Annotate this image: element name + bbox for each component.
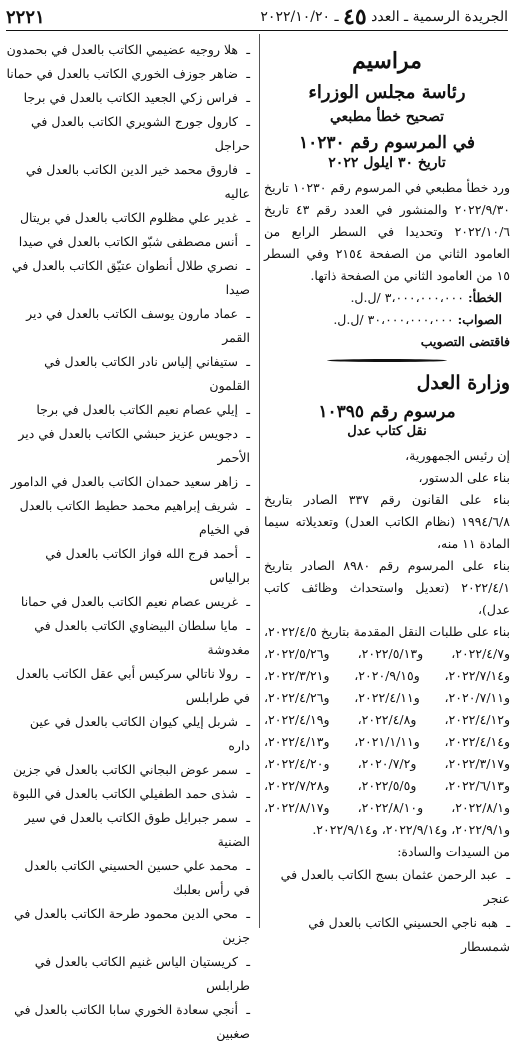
list-item: ـشريف إبراهيم محمد حطيط الكاتب بالعدل في الخيام	[19, 498, 250, 537]
correct-line	[264, 309, 510, 331]
list-item: ـرولا ناتالي سركيس أبي عقل الكاتب بالعدل في طرابلس	[15, 666, 250, 705]
left-column	[6, 38, 250, 1046]
list-item-text: مايا سلطان البيضاوي الكاتب بالعدل في مغدوشة	[34, 618, 250, 657]
issue-date: ـ ٢٠٢٢/١٠/٢٠	[260, 9, 339, 25]
list-item-text: شريف إبراهيم محمد حطيط الكاتب بالعدل في الخيام	[19, 498, 250, 537]
list-item: ـغريس عصام نعيم الكاتب بالعدل في حمانا	[20, 594, 250, 609]
list-item-text: هلا روجيه عضيمي الكاتب بالعدل في بحمدون	[6, 42, 238, 57]
error-value: ٣،٠٠٠،٠٠٠،٠٠٠ /ل.ل.	[350, 290, 464, 305]
list-item: ـسمر عوض البجاني الكاتب بالعدل في جزين	[13, 762, 250, 777]
decree-number: مرسوم رقم ١٠٣٩٥	[318, 402, 456, 422]
correct-label: الصواب:	[457, 312, 502, 327]
preamble-president: إن رئيس الجمهورية،	[405, 448, 510, 463]
list-item-text: أنجي سعادة الخوري سابا الكاتب بالعدل في صغبين	[14, 1002, 250, 1041]
list-item: ـمحي الدين محمود طرحة الكاتب بالعدل في جزين	[13, 906, 250, 945]
section-title: مراسيم	[352, 48, 422, 74]
list-item: ـنصري طلال أنطوان عتيّق الكاتب بالعدل في صيدا	[12, 258, 250, 297]
authority-title: رئاسة مجلس الوزراء	[308, 82, 466, 103]
list-item-text: شذى حمد الطفيلي الكاتب بالعدل في اللبوة	[12, 786, 238, 801]
list-item-text: رولا ناتالي سركيس أبي عقل الكاتب بالعدل في طرابلس	[15, 666, 250, 705]
preamble-constitution: بناء على الدستور،	[418, 470, 510, 485]
list-item-text: محمد علي حسين الحسيني الكاتب بالعدل في رأس بعلبك	[24, 858, 250, 897]
correction-heading: تصحيح خطأ مطبعي	[329, 109, 445, 125]
list-item-text: سمر عوض البجاني الكاتب بالعدل في جزين	[13, 762, 238, 777]
list-item: ـشربل إيلي كيوان الكاتب بالعدل في عين داره	[29, 714, 250, 753]
list-item-text: كريستيان الياس غنيم الكاتب بالعدل في طرابلس	[34, 954, 250, 993]
list-item: ـستيفاني إلياس نادر الكاتب بالعدل في القلمون	[44, 354, 250, 393]
list-item: ـهلا روجيه عضيمي الكاتب بالعدل في بحمدون	[6, 42, 250, 57]
page-number: ٢٢٢١	[6, 6, 45, 28]
list-item-text: أحمد فرج الله فواز الكاتب بالعدل في برالياس	[45, 546, 250, 585]
list-item: ـكريستيان الياس غنيم الكاتب بالعدل في طرابلس	[34, 954, 250, 993]
list-item: ـسمر جبرايل طوق الكاتب بالعدل في سير الضنية	[24, 810, 250, 849]
list-item: ـفاروق محمد خير الدين الكاتب بالعدل في عاليه	[25, 162, 250, 201]
issue-number: ٤٥	[343, 4, 367, 30]
right-names-list	[264, 863, 510, 959]
list-item-text: محي الدين محمود طرحة الكاتب بالعدل في جزين	[13, 906, 250, 945]
ministry-title: وزارة العدل	[416, 372, 510, 394]
list-item: ـغدير علي مظلوم الكاتب بالعدل في بريتال	[19, 210, 250, 225]
list-item-text: دجويس عزيز حبشي الكاتب بالعدل في دير الأحمر	[18, 426, 250, 465]
list-item: ـهبه ناجي الحسيني الكاتب بالعدل في شمسطار	[308, 915, 510, 954]
list-item-text: إيلي عصام نعيم الكاتب بالعدل في برجا	[36, 402, 238, 417]
list-item-text: غدير علي مظلوم الكاتب بالعدل في بريتال	[19, 210, 238, 225]
correction-body: ورد خطأ مطبعي في المرسوم رقم ١٠٢٣٠ تاريخ ٢٠٢٢/٩/٣٠ والمنشور في العدد رقم ٤٣ تاريخ ٢٠٢٢/١٠/٦ وتحديدا في السطر الرابع من العامود الثاني من الصفحة ٢١٥٤ وفي السطر ١٥ من العامود الثاني من الصفحة ذاتها.	[264, 180, 510, 283]
list-item-text: سمر جبرايل طوق الكاتب بالعدل في سير الضنية	[24, 810, 250, 849]
list-item-text: زاهر سعيد حمدان الكاتب بالعدل في الدامور	[10, 474, 238, 489]
list-item: ـأنجي سعادة الخوري سابا الكاتب بالعدل في صغبين	[14, 1002, 250, 1041]
preamble-law: بناء على القانون رقم ٣٣٧ الصادر بتاريخ ١٩٩٤/٦/٨ (نظام الكاتب العدل) وتعديلاته سيما المادة ١١ منه،	[264, 492, 510, 551]
list-item-text: شربل إيلي كيوان الكاتب بالعدل في عين داره	[29, 714, 250, 753]
preamble-requests: بناء على طلبات النقل المقدمة بتاريخ ٢٠٢٢/٤/٥، و٢٠٢٢/٤/٧، و٢٠٢٢/٥/١٣، و٢٠٢٢/٥/٢٦، و٢٠٢٢/٧/١٤، و٢٠٢٠/٩/١٥، و٢٠٢٢/٣/٢١، و٢٠٢٠/٧/١١، و٢٠٢٢/٤/١١، و٢٠٢٢/٤/٢٦، و٢٠٢٢/٤/١٢، و٢٠٢٢/٤/٨، و٢٠٢٢/٤/١٩، و٢٠٢٢/٤/١٤، و٢٠٢١/١/١١، و٢٠٢٢/٤/١٣، و٢٠٢٢/٣/١٧، و٢٠٢٠/٧/٢، و٢٠٢٢/٤/٢٠، و٢٠٢٢/٦/١٣، و٢٠٢٢/٥/٥، و٢٠٢٢/٧/٢٨، و٢٠٢٢/٨/١، و٢٠٢٢/٨/١٠، و٢٠٢٢/٨/١٧، و٢٠٢٢/٩/١، و٢٠٢٢/٩/١٤، و٢٠٢٢/٩/١٤.	[264, 624, 511, 837]
list-item-text: نصري طلال أنطوان عتيّق الكاتب بالعدل في صيدا	[12, 258, 250, 297]
list-item: ـدجويس عزيز حبشي الكاتب بالعدل في دير الأحمر	[18, 426, 250, 465]
column-divider	[259, 34, 260, 928]
error-line	[264, 287, 510, 309]
list-item-text: أنس مصطفى شبّو الكاتب بالعدل في صيدا	[18, 234, 238, 249]
page-header	[6, 4, 508, 31]
error-label: الخطأ:	[467, 290, 502, 305]
running-title	[260, 4, 508, 30]
list-item: ـكارول جورج الشويري الكاتب بالعدل في حراجل	[30, 114, 250, 153]
journal-name: الجريدة الرسمية ـ العدد	[371, 9, 508, 25]
list-item: ـمحمد علي حسين الحسيني الكاتب بالعدل في رأس بعلبك	[24, 858, 250, 897]
correction-closing: فاقتضى التصويب	[420, 334, 510, 349]
list-item: ـأحمد فرج الله فواز الكاتب بالعدل في برالياس	[45, 546, 250, 585]
list-item: ـزاهر سعيد حمدان الكاتب بالعدل في الدامور	[10, 474, 250, 489]
preamble-decree: بناء على المرسوم رقم ٨٩٨٠ الصادر بتاريخ ٢٠٢٢/٤/١ (تعديل واستحداث وظائف كاتب عدل)،	[264, 558, 510, 617]
list-item: ـعبد الرحمن عثمان بسج الكاتب بالعدل في عنجر	[280, 867, 510, 906]
list-item-text: هبه ناجي الحسيني الكاتب بالعدل في شمسطار	[308, 915, 510, 954]
list-item: ـمايا سلطان البيضاوي الكاتب بالعدل في مغدوشة	[34, 618, 250, 657]
correct-value: ٣٠،٠٠٠،٠٠٠،٠٠٠ /ل.ل.	[333, 312, 454, 327]
decree-subject: نقل كتاب عدل	[347, 424, 427, 439]
list-item-text: فراس زكي الجعيد الكاتب بالعدل في برجا	[23, 90, 238, 105]
right-column	[264, 38, 510, 959]
list-item-text: فاروق محمد خير الدين الكاتب بالعدل في عاليه	[25, 162, 250, 201]
left-names-list	[6, 38, 250, 1046]
corrected-decree-ref: في المرسوم رقم ١٠٢٣٠	[298, 133, 476, 153]
list-item-text: عبد الرحمن عثمان بسج الكاتب بالعدل في عنجر	[280, 867, 510, 906]
list-item: ـفراس زكي الجعيد الكاتب بالعدل في برجا	[23, 90, 250, 105]
list-item-text: كارول جورج الشويري الكاتب بالعدل في حراجل	[30, 114, 250, 153]
corrected-decree-date: تاريخ ٣٠ ايلول ٢٠٢٢	[328, 155, 446, 171]
list-item-text: ضاهر جوزف الخوري الكاتب بالعدل في حمانا	[6, 66, 238, 81]
list-item: ـعماد مارون يوسف الكاتب بالعدل في دير القمر	[26, 306, 250, 345]
list-item-text: غريس عصام نعيم الكاتب بالعدل في حمانا	[20, 594, 238, 609]
list-item-text: عماد مارون يوسف الكاتب بالعدل في دير القمر	[26, 306, 250, 345]
list-item: ـشذى حمد الطفيلي الكاتب بالعدل في اللبوة	[12, 786, 250, 801]
list-item: ـإيلي عصام نعيم الكاتب بالعدل في برجا	[36, 402, 250, 417]
section-divider	[327, 359, 447, 362]
list-item: ـضاهر جوزف الخوري الكاتب بالعدل في حمانا	[6, 66, 250, 81]
addressees-intro: من السيدات والسادة:	[397, 844, 510, 859]
list-item: ـأنس مصطفى شبّو الكاتب بالعدل في صيدا	[18, 234, 250, 249]
list-item-text: ستيفاني إلياس نادر الكاتب بالعدل في القلمون	[44, 354, 250, 393]
